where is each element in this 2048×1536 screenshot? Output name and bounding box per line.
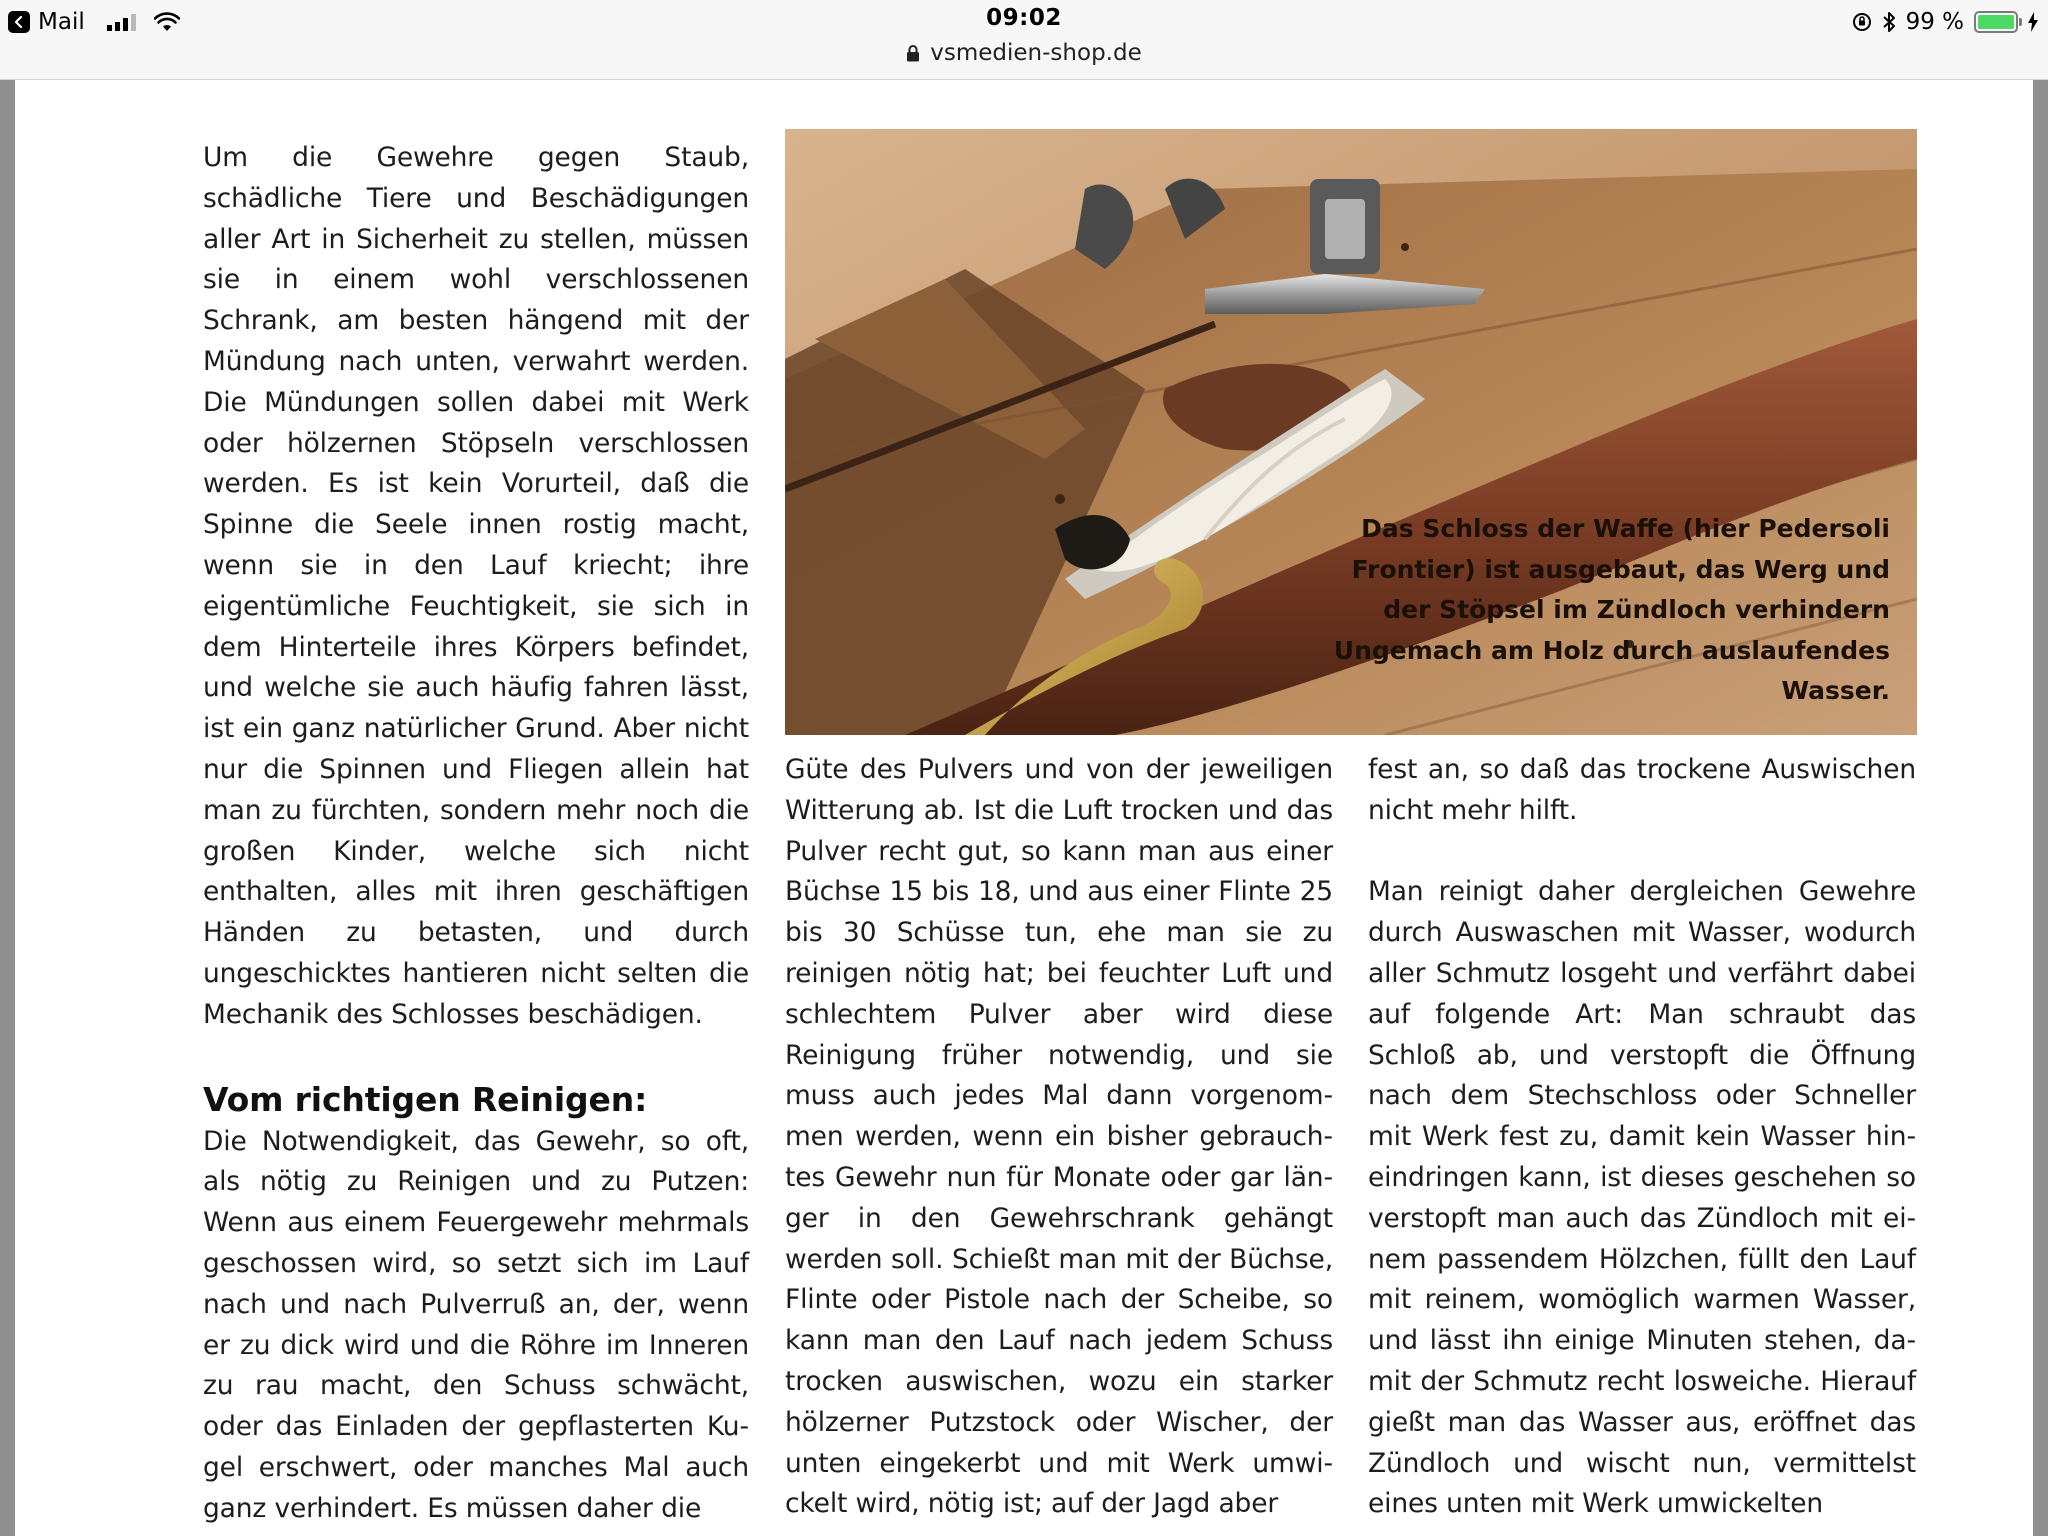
photo-caption: Das Schloss der Waffe (hier Pedersoli Frontier) ist ausgebaut, das Werg und der Stöpsel im Zündloch verhindern Ungemach am Holz durch auslaufendes Wasser. — [1333, 514, 1890, 705]
page-gutter-right — [2033, 80, 2048, 1536]
text-column-3 — [1368, 750, 1916, 1525]
battery-icon — [1974, 11, 2018, 33]
orientation-lock-icon — [1852, 12, 1872, 32]
status-bar — [0, 0, 2048, 80]
bluetooth-icon — [1882, 11, 1896, 33]
page-gutter-left — [0, 80, 15, 1536]
paragraph-dry-wiping: fest an, so daß das trockene Auswischen nicht mehr hilft. — [1368, 754, 1916, 826]
text-column-1 — [203, 138, 749, 1530]
paragraph-gun-storage: Um die Gewehre gegen Staub, schädliche Tiere und Beschädigungen aller Art in Sicherheit zu stellen, müssen sie in einem wohl verschlossenen Schrank, am besten hängend mit der Mündung nach unten, verwahrt werden. Die Mündungen sollen dabei mit Werk oder hölzernen Stöpseln verschlossen werden. Es ist kein Vorurteil, daß die Spinne die Seele innen rostig macht, wenn sie in den Lauf kriecht; ihre eigentümliche Feuchtigkeit, sie sich in dem Hinterteile ihres Körpers befindet, und welche sie auch häufig fahren lässt, ist ein ganz natürlicher Grund. Aber nicht nur die Spinnen und Fliegen allein hat man zu fürchten, sondern mehr noch die großen Kinder, welche sich nicht enthalten, alles mit ihren geschäftigen Händen zu betasten, und durch ungeschicktes hantieren nicht selten die Mechanik des Schlosses beschädigen. — [203, 142, 749, 1030]
url-text[interactable]: vsmedien-shop.de — [930, 40, 1142, 66]
clock: 09:02 — [986, 5, 1062, 31]
paragraph-cleaning-necessity: Die Notwendigkeit, das Gewehr, so oft, als nötig zu Reinigen und zu Putzen: Wenn aus einem Feuergewehr mehrmals geschossen wird, so setzt sich im Lauf nach und nach Pulverruß an, der, wenn er zu dick wird und die Röhre im Inneren zu rau macht, den Schuss schwächt, oder das Einladen der gepflasterten Kugel erschwert, oder manches Mal auch ganz verhindert. Es müssen daher die — [203, 1125, 749, 1524]
lock-icon — [906, 44, 920, 62]
charging-bolt-icon — [2028, 12, 2038, 32]
address-bar[interactable] — [0, 40, 2048, 66]
battery-level-fill — [1978, 15, 2014, 29]
battery-percent: 99 % — [1905, 9, 1964, 35]
paragraph-washing-method: Man reinigt daher dergleichen Gewehre durch Auswaschen mit Wasser, wodurch aller Schmutz losgeht und verfährt dabei auf folgende Art: Man schraubt das Schloß ab, und verstopft die Öffnung nach dem Stechschloss oder Schneller mit Werk fest zu, damit kein Wasser hineindringen kann, ist dieses geschehen so verstopft man auch das Zündloch mit einem passendem Hölzchen, füllt den Lauf mit reinem, womöglich warmen Wasser, und lässt ihn einige Minuten stehen, damit der Schmutz recht losweiche. Hierauf gießt man das Wasser aus, eröffnet das Zündloch und wischt nun, vermittelst eines unten mit Werk umwickelten — [1368, 876, 1916, 1520]
status-right — [1852, 6, 2038, 38]
paragraph-powder-quality: Güte des Pulvers und von der jeweiligen Witterung ab. Ist die Luft trocken und das Pulver recht gut, so kann man aus einer Büchse 15 bis 18, und aus einer Flinte 25 bis 30 Schüsse tun, ehe man sie zu reinigen nötig hat; bei feuchter Luft und schlechtem Pulver aber wird diese Reinigung früher notwendig, und sie muss auch jedes Mal dann vorgenommen werden, wenn ein bisher gebrauchtes Gewehr nun für Monate oder gar länger in den Gewehrschrank gehängt werden soll. Schießt man mit der Büchse, Flinte oder Pistole nach der Scheibe, so kann man den Lauf nach jedem Schuss trocken auswischen, wozu ein starker hölzerner Putzstock oder Wischer, der unten eingekerbt und mit Werk umwickelt wird, nötig ist; auf der Jagd aber — [785, 754, 1333, 1520]
document-page[interactable] — [15, 80, 2033, 1536]
section-heading: Vom richtigen Reinigen: — [203, 1079, 648, 1119]
text-column-2 — [785, 750, 1333, 1525]
back-app-label[interactable]: Mail — [38, 9, 85, 35]
article-photo — [785, 129, 1917, 735]
